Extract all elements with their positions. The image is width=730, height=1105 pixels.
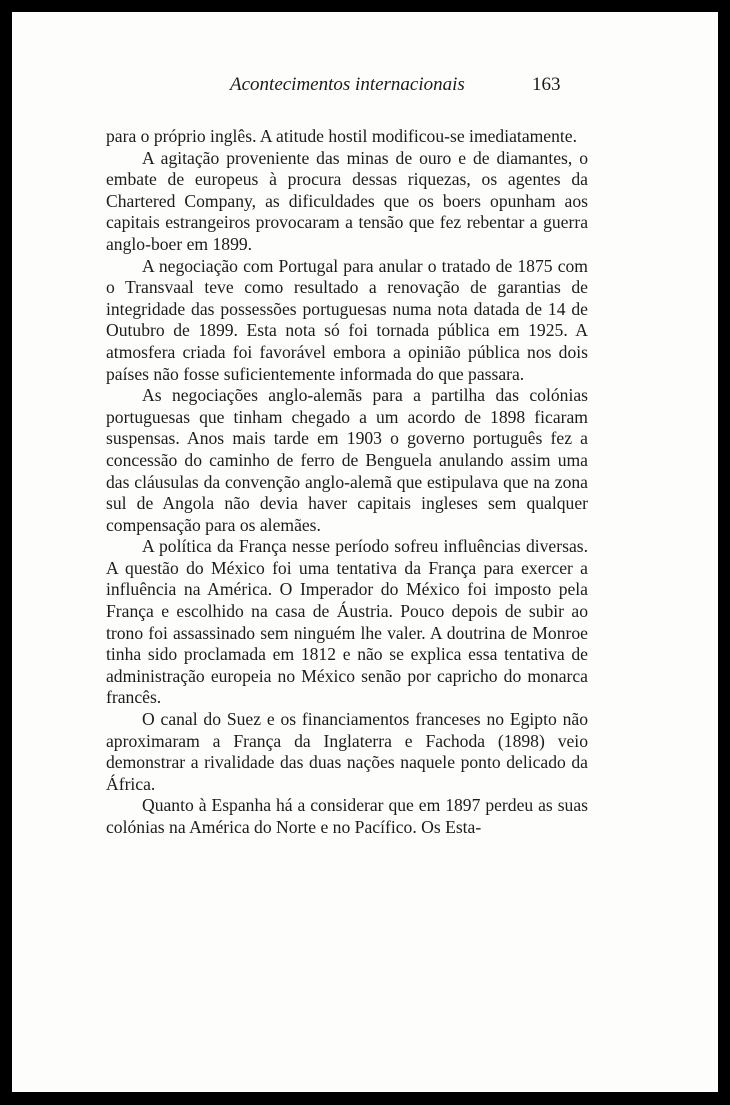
paragraph: As negociações anglo-alemãs para a partilha das colónias portuguesas que tinham chegado a um acordo de 1898 ficaram suspensas. Anos mais tarde em 1903 o governo português fez a concessão do caminho de ferro de Benguela anulando assim uma das cláusulas da convenção anglo-alemã que estipulava que na zona sul de Angola não devia haver capitais ingleses sem qualquer compensação para os alemães.	[106, 385, 588, 535]
paragraph: A política da França nesse período sofreu influências diversas. A questão do México foi uma tentativa da França para exercer a influência na América. O Imperador do México foi imposto pela França e escolhido na casa de Áustria. Pouco depois de subir ao trono foi assassinado sem ninguém lhe valer. A doutrina de Monroe tinha sido proclamada em 1812 e não se explica essa tentativa de administração europeia no México senão por capricho do monarca francês.	[106, 536, 588, 708]
paragraph: para o próprio inglês. A atitude hostil modificou-se imediatamente.	[106, 126, 578, 146]
paragraph: O canal do Suez e os financiamentos franceses no Egipto não aproximaram a França da Inglaterra e Fachoda (1898) veio demonstrar a rivalidade das duas nações naquele ponto delicado da África.	[106, 709, 588, 794]
running-title: Acontecimentos internacionais	[230, 74, 465, 95]
paragraph: A agitação proveniente das minas de ouro e de diamantes, o embate de europeus à procura dessas riquezas, os agentes da Chartered Company, as dificuldades que os boers opunham aos capitais estrangeiros provocaram a tensão que fez rebentar a guerra anglo-boer em 1899.	[106, 147, 588, 254]
body-text	[106, 126, 588, 839]
paragraph: A negociação com Portugal para anular o tratado de 1875 com o Transvaal teve como resultado a renovação de garantias de integridade das possessões portuguesas numa nota datada de 14 de Outubro de 1899. Esta nota só foi tornada pública em 1925. A atmosfera criada foi favorável embora a opinião pública nos dois países não fosse suficientemente informada do que passara.	[106, 255, 588, 384]
paragraph: Quanto à Espanha há a considerar que em 1897 perdeu as suas colónias na América do Norte e no Pacífico. Os Esta-	[106, 795, 588, 837]
page-header	[12, 74, 718, 104]
book-page	[12, 12, 718, 1092]
page-number: 163	[532, 74, 561, 95]
